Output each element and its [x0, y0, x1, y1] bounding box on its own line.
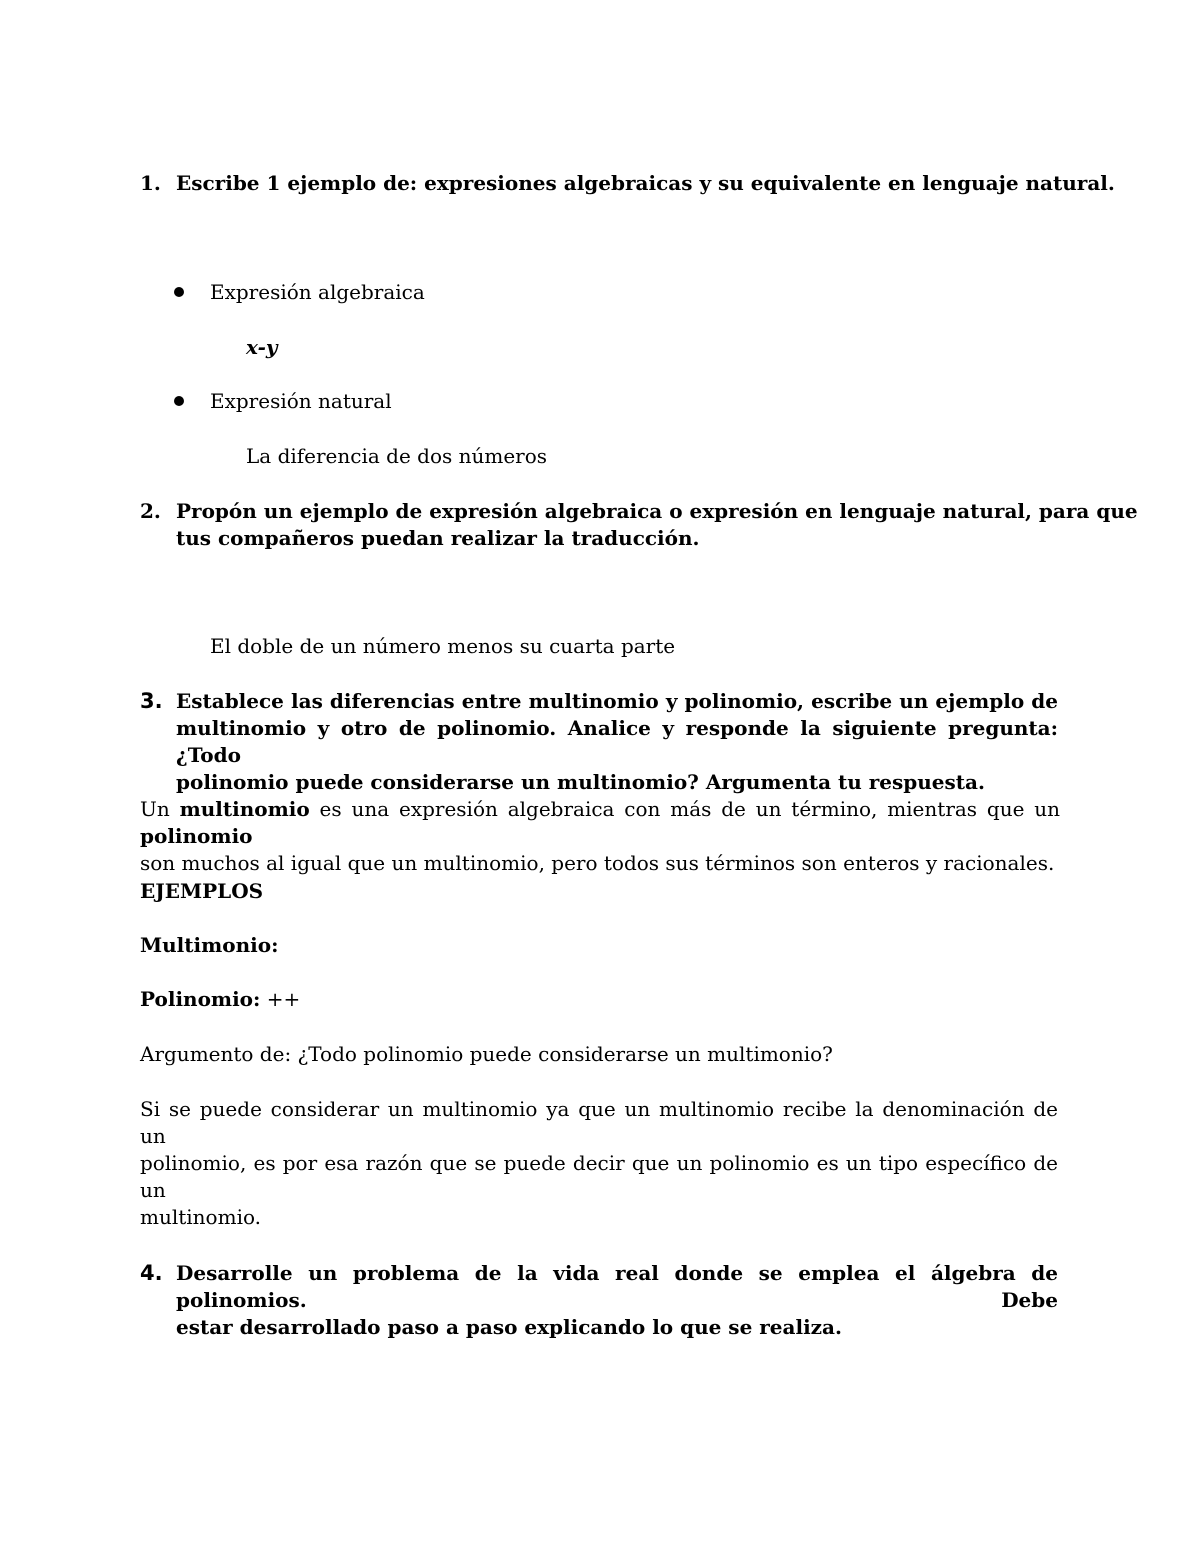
multinomio-label: Multimonio: — [140, 933, 279, 957]
q1-algebraic-expression: x-y — [246, 335, 278, 359]
q4-line: estar desarrollado paso a paso explicando lo que se realiza. — [176, 1315, 842, 1339]
term-multinomio: multinomio — [179, 797, 310, 821]
argument-paragraph — [140, 1096, 1058, 1231]
q1-bullet-algebraic: Expresión algebraica — [210, 280, 425, 304]
argument-question: Argumento de: ¿Todo polinomio puede considerarse un multimonio? — [140, 1042, 833, 1066]
q4-line: Desarrolle un problema de la vida real donde se emplea el álgebra de polinomios. Debe — [176, 1261, 1058, 1312]
q2-answer: El doble de un número menos su cuarta parte — [210, 634, 676, 658]
q3-line: Establece las diferencias entre multinomio y polinomio, escribe un ejemplo de — [176, 689, 1058, 713]
term-polinomio: polinomio — [140, 824, 253, 848]
examples-heading: EJEMPLOS — [140, 879, 264, 903]
argument-line: multinomio. — [140, 1205, 262, 1229]
q1-natural-expression: La diferencia de dos números — [246, 444, 548, 468]
definition-line: Un multinomio es una expresión algebraica con más de un término, mientras que un polinomio — [140, 797, 1061, 848]
q2-text — [176, 498, 1138, 552]
q4-text — [176, 1260, 1058, 1341]
q3-number: 3. — [140, 689, 163, 713]
q1-bullet-natural: Expresión natural — [210, 389, 392, 413]
polinomio-label: Polinomio: — [140, 987, 261, 1011]
polinomio-example — [140, 986, 300, 1013]
q1-text: Escribe 1 ejemplo de: expresiones algebraicas y su equivalente en lenguaje natural. — [176, 171, 1115, 195]
argument-line: polinomio, es por esa razón que se puede decir que un polinomio es un tipo específico de un — [140, 1151, 1058, 1202]
q1-number: 1. — [140, 171, 161, 195]
polinomio-value: ++ — [266, 987, 301, 1011]
q2-line: Propón un ejemplo de expresión algebraica o expresión en lenguaje natural, para que — [176, 499, 1138, 523]
q2-line: tus compañeros puedan realizar la traducción. — [176, 526, 700, 550]
bullet-icon — [174, 396, 184, 406]
q3-line: polinomio puede considerarse un multinomio? Argumenta tu respuesta. — [176, 770, 985, 794]
argument-line: Si se puede considerar un multinomio ya que un multinomio recibe la denominación de un — [140, 1097, 1058, 1148]
q3-definition-paragraph — [140, 796, 1060, 877]
bullet-icon — [174, 287, 184, 297]
q2-number: 2. — [140, 499, 161, 523]
q3-text — [176, 688, 1058, 796]
q4-number: 4. — [140, 1261, 163, 1285]
definition-line: son muchos al igual que un multinomio, pero todos sus términos son enteros y racionales. — [140, 851, 1055, 875]
q3-line: multinomio y otro de polinomio. Analice y responde la siguiente pregunta: ¿Todo — [176, 716, 1058, 767]
